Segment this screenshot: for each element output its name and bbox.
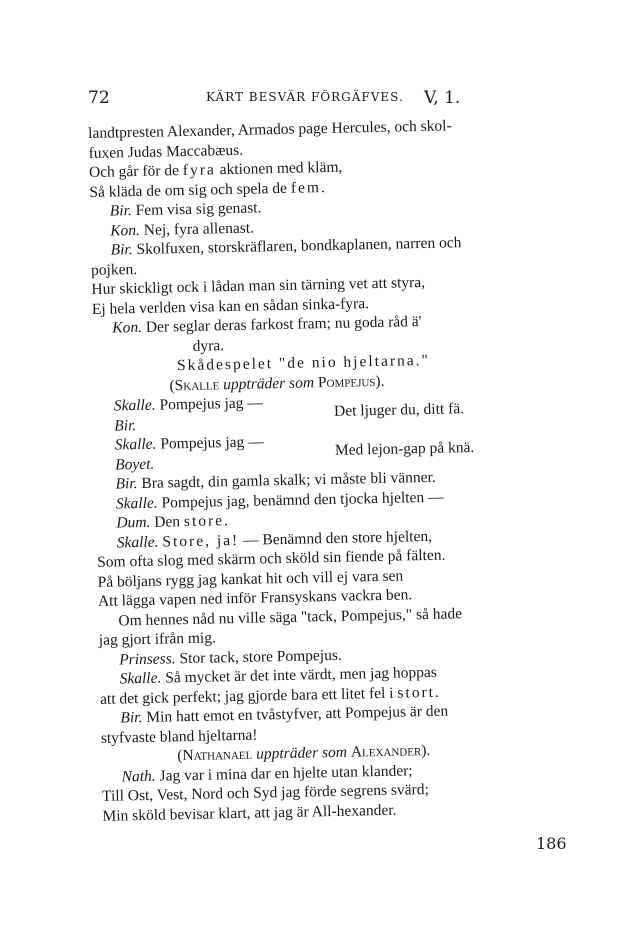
speaker-name: Bir. [110, 241, 133, 259]
speaker-name: Skalle. [119, 669, 162, 688]
text-line: fuxen Judas Maccabæus. [88, 141, 244, 162]
dialogue-line: Nath. Jag var i mina dar en hjelte utan klander; [121, 761, 413, 785]
speaker-name: Bir. [115, 475, 138, 493]
dialogue-line: Bir. Skolfuxen, storskräflaren, bondkaplanen, narren och [110, 234, 462, 259]
speaker-name: Skalle. [114, 435, 157, 454]
dialogue-line: Bir. Min hatt emot en tvåstyfver, att Pompejus är den [120, 702, 449, 727]
stage-direction: (Skalle uppträder som Pompejus). [169, 372, 385, 394]
speaker-name: Bir. [114, 416, 137, 435]
text-line: Ej hela verlden visa kan en sådan sinka-fyra. [91, 294, 370, 318]
speaker-name: Kon. [110, 221, 141, 240]
dialogue-line: Prinsess. Stor tack, store Pompejus. [119, 646, 342, 668]
speaker-name: Skalle. [115, 494, 158, 512]
dialogue-reply: Det ljuger du, ditt fä. [333, 400, 465, 420]
dialogue-line [114, 416, 136, 436]
dialogue-reply: Med lejon-gap på knä. [334, 438, 475, 459]
dialogue-line: Skalle. Store, ja! — Benämnd den store hjelten, [116, 527, 433, 551]
play-text [88, 114, 573, 826]
stage-direction: (Nathanael uppträder som Alexander). [177, 741, 431, 765]
dialogue-line [115, 454, 155, 474]
text-line: Som ofta slog med skärm och sköld sin fiende på fälten. [97, 546, 446, 571]
dialogue-line: Dum. Den store. [116, 512, 231, 532]
signature-mark: 186 [536, 834, 567, 853]
page-header [88, 88, 552, 112]
text-line: På böljans rygg jag kankat hit och vill ej vara sen [97, 567, 404, 591]
speaker-name: Skalle. [113, 396, 156, 415]
page-number: 72 [88, 88, 110, 108]
speaker-name: Bir. [120, 708, 143, 727]
text-line: Om hennes nåd nu ville säga "tack, Pompejus," så hade [118, 604, 463, 629]
act-scene-label: V, 1. [424, 88, 461, 108]
speaker-name: Prinsess. [119, 649, 176, 668]
text-line: jag gjort ifrån mig. [98, 629, 217, 649]
text-line: Att lägga vapen ned inför Fransyskans vackra ben. [97, 586, 413, 610]
speaker-name: Boyet. [114, 455, 155, 474]
text-line: Så kläda de om sig och spela de fem. [89, 178, 327, 201]
dialogue-line: Skalle. Pompejus jag — [114, 433, 264, 454]
speaker-name: Bir. [109, 202, 132, 220]
text-line: pojken. [90, 260, 138, 279]
dialogue-line: Bir. Fem visa sig genast. [109, 199, 262, 220]
speaker-name: Nath. [121, 767, 156, 785]
text-line: Hur skickligt ock i lådan man sin tärning vet att styra, [91, 273, 426, 298]
text-line: dyra. [192, 336, 225, 355]
dialogue-line: Kon. Der seglar deras farkost fram; nu goda råd ä' [112, 313, 422, 337]
dialogue-line: Kon. Nej, fyra allenast. [110, 219, 255, 240]
text-line: landtpresten Alexander, Armados page Hercules, och skol- [88, 117, 452, 142]
speaker-name: Kon. [112, 318, 143, 337]
dialogue-line: Bir. Bra sagdt, din gamla skalk; vi måste bli vänner. [115, 468, 436, 493]
scene-title: Skådespelet "de nio hjeltarna." [176, 351, 431, 375]
text-line: styfvaste bland hjeltarna! [100, 726, 258, 747]
dialogue-line: Skalle. Så mycket är det inte värdt, men jag hoppas [119, 663, 437, 688]
text-line: Min sköld bevisar klart, att jag är All-hexander. [102, 801, 397, 825]
text-line: Och går för de fyra aktionen med kläm, [88, 158, 343, 181]
dialogue-line: Skalle. Pompejus jag — [113, 394, 264, 415]
speaker-name: Skalle. [116, 533, 159, 551]
text-line: Till Ost, Vest, Nord och Syd jag förde segrens svärd; [101, 781, 429, 805]
text-line: att det gick perfekt; jag gjorde bara ett litet fel i stort. [99, 683, 441, 708]
dialogue-line: Skalle. Pompejus jag, benämnd den tjocka hjelten — [115, 488, 444, 512]
running-head: KÄRT BESVÄR FÖRGÄFVES. [206, 90, 404, 104]
speaker-name: Dum. [116, 513, 151, 532]
